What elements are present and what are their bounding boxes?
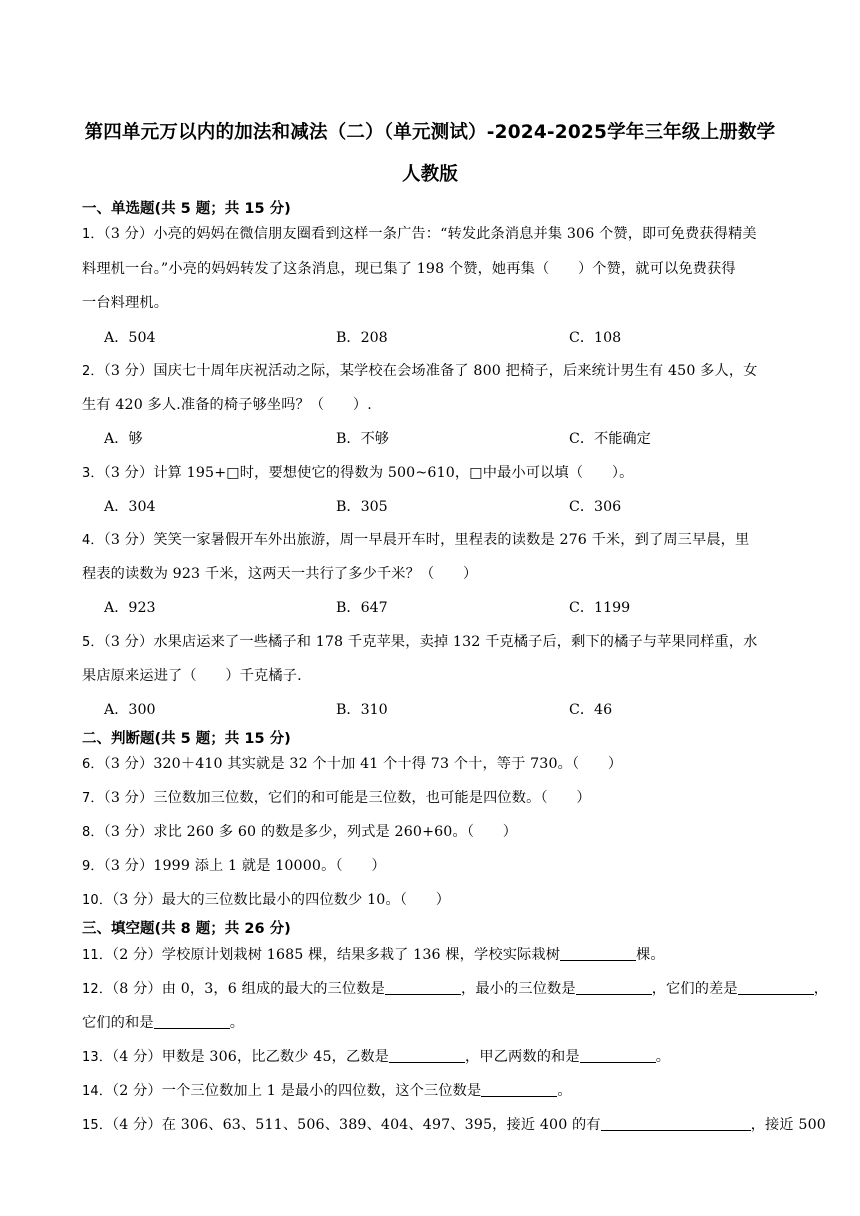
question-2-option-a: A．够 <box>104 431 143 447</box>
question-4-line-2: 程表的读数为 923 千米，这两天一共行了多少千米？（ ） <box>82 566 478 582</box>
question-text: 棵。 <box>636 947 665 963</box>
question-1-option-a: A．504 <box>104 330 156 346</box>
question-number: 9． <box>82 859 104 874</box>
question-11 <box>82 944 665 964</box>
question-2-line-1 <box>82 360 758 380</box>
question-text: ，它们的差是 <box>651 981 738 997</box>
section-heading-fill-blank: 三、填空题(共 8 题；共 26 分) <box>82 921 291 937</box>
question-2-option-c: C．不能确定 <box>569 431 651 447</box>
question-text: （3 分）最大的三位数比最小的四位数少 10。（ ） <box>112 892 451 908</box>
question-4-option-b: B．647 <box>336 600 388 616</box>
question-9 <box>82 855 386 875</box>
question-5-option-b: B．310 <box>336 702 388 718</box>
question-text: ，接近 500 <box>750 1117 826 1133</box>
question-8 <box>82 821 517 841</box>
answer-blank[interactable] <box>389 1048 465 1063</box>
question-5-line-2: 果店原来运进了（ ）千克橘子. <box>82 668 302 684</box>
question-2-option-b: B．不够 <box>336 431 389 447</box>
question-number: 13． <box>82 1050 112 1065</box>
question-1-line-2: 料理机一台。”小亮的妈妈转发了这条消息，现已集了 198 个赞，她再集（ ）个赞，就可以免费获得 <box>82 261 736 277</box>
question-text: （2 分）学校原计划栽树 1685 棵，结果多栽了 136 棵，学校实际栽树 <box>112 947 561 963</box>
question-number: 5． <box>82 635 104 650</box>
question-text: ， <box>813 981 829 997</box>
answer-blank[interactable] <box>560 946 636 961</box>
answer-blank[interactable] <box>601 1116 751 1131</box>
question-1-line-1 <box>82 223 757 243</box>
question-number: 14． <box>82 1084 112 1099</box>
question-text: （3 分）笑笑一家暑假开车外出旅游，周一早晨开车时，里程表的读数是 276 千米，到了周三早晨，里 <box>103 532 750 548</box>
document-title-line-1: 第四单元万以内的加法和减法（二）（单元测试）-2024-2025学年三年级上册数学 <box>84 122 776 143</box>
question-text: 。 <box>557 1083 572 1099</box>
question-text: （8 分）由 0，3，6 组成的最大的三位数是 <box>112 981 385 997</box>
answer-blank[interactable] <box>154 1014 230 1029</box>
section-heading-true-false: 二、判断题(共 5 题；共 15 分) <box>82 731 291 747</box>
question-text: （3 分）求比 260 多 60 的数是多少，列式是 260+60。（ ） <box>103 824 518 840</box>
question-text: （3 分）水果店运来了一些橘子和 178 千克苹果，卖掉 132 千克橘子后，剩下的橘子与苹果同样重，水 <box>103 634 758 650</box>
question-10 <box>82 889 450 909</box>
question-text: 。 <box>229 1015 245 1031</box>
question-number: 10． <box>82 893 112 908</box>
question-text: 它们的和是 <box>82 1015 154 1031</box>
question-2-line-2: 生有 420 多人.准备的椅子够坐吗？（ ）. <box>82 397 372 413</box>
question-5-option-a: A．300 <box>104 702 156 718</box>
question-text: 。 <box>655 1049 671 1065</box>
question-text: （3 分）三位数加三位数，它们的和可能是三位数，也可能是四位数。（ ） <box>103 790 591 806</box>
question-15 <box>82 1114 826 1134</box>
answer-blank[interactable] <box>481 1082 557 1097</box>
question-text: ，最小的三位数是 <box>461 981 576 997</box>
question-3-option-a: A．304 <box>104 499 156 515</box>
question-6 <box>82 753 622 773</box>
answer-blank[interactable] <box>576 980 652 995</box>
question-number: 6． <box>82 757 104 772</box>
question-13 <box>82 1046 670 1066</box>
question-number: 15． <box>82 1118 112 1133</box>
question-12-line-2 <box>82 1012 244 1032</box>
question-text: （2 分）一个三位数加上 1 是最小的四位数，这个三位数是 <box>112 1083 482 1099</box>
question-text: （4 分）甲数是 306，比乙数少 45，乙数是 <box>112 1049 390 1065</box>
question-text: （3 分）国庆七十周年庆祝活动之际，某学校在会场准备了 800 把椅子，后来统计男生有 450 多人，女 <box>103 363 758 379</box>
question-3-option-b: B．305 <box>336 499 388 515</box>
answer-blank[interactable] <box>738 980 814 995</box>
question-4-line-1 <box>82 529 749 549</box>
question-12-line-1 <box>82 978 828 998</box>
answer-blank[interactable] <box>385 980 461 995</box>
question-4-option-a: A．923 <box>104 600 156 616</box>
question-number: 11． <box>82 948 112 963</box>
question-number: 12． <box>82 982 112 997</box>
question-7 <box>82 787 591 807</box>
question-4-option-c: C．1199 <box>569 600 631 616</box>
document-title-line-2: 人教版 <box>401 164 459 185</box>
question-3-line-1 <box>82 462 633 482</box>
question-number: 7． <box>82 791 104 806</box>
question-text: （4 分）在 306、63、511、506、389、404、497、395，接近 400 的有 <box>112 1117 601 1133</box>
section-heading-single-choice: 一、单选题(共 5 题；共 15 分) <box>82 201 291 217</box>
question-text: （3 分）计算 195+□时，要想使它的得数为 500~610，□中最小可以填（ ）。 <box>103 465 634 481</box>
question-1-line-3: 一台料理机。 <box>82 295 169 311</box>
question-1-option-b: B．208 <box>336 330 388 346</box>
question-5-line-1 <box>82 631 758 651</box>
question-3-option-c: C．306 <box>569 499 622 515</box>
question-1-option-c: C．108 <box>569 330 622 346</box>
answer-blank[interactable] <box>580 1048 656 1063</box>
question-number: 2． <box>82 364 104 379</box>
question-text: （3 分）320＋410 其实就是 32 个十加 41 个十得 73 个十，等于 730。（ ） <box>103 756 623 772</box>
question-5-option-c: C．46 <box>569 702 613 718</box>
question-text: ，甲乙两数的和是 <box>465 1049 580 1065</box>
question-14 <box>82 1080 572 1100</box>
question-text: （3 分）小亮的妈妈在微信朋友圈看到这样一条广告：“转发此条消息并集 306 个赞，即可免费获得精美 <box>103 226 757 242</box>
question-number: 1． <box>82 227 104 242</box>
question-number: 4． <box>82 533 104 548</box>
question-text: （3 分）1999 添上 1 就是 10000。（ ） <box>103 858 386 874</box>
question-number: 8． <box>82 825 104 840</box>
question-number: 3． <box>82 466 104 481</box>
